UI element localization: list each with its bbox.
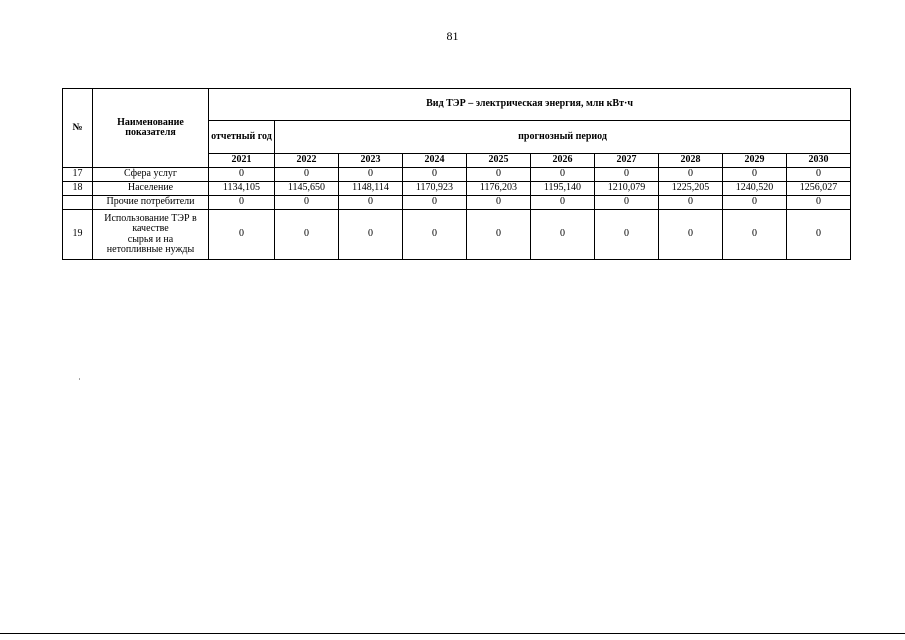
table-row [63, 182, 851, 196]
cell-value: 1225,205 [659, 182, 723, 196]
row-name [93, 210, 209, 260]
cell-value: 1210,079 [595, 182, 659, 196]
cell-value: 0 [659, 196, 723, 210]
page-number: 81 [446, 29, 459, 43]
cell-value: 0 [403, 168, 467, 182]
cell-value: 0 [595, 196, 659, 210]
cell-value: 1145,650 [275, 182, 339, 196]
year-header: 2021 [209, 154, 275, 168]
cell-value: 0 [531, 196, 595, 210]
header-group: Вид ТЭР – электрическая энергия, млн кВт·ч [209, 89, 851, 121]
cell-value: 0 [467, 210, 531, 260]
table-row [63, 168, 851, 182]
cell-value: 0 [531, 210, 595, 260]
cell-value: 0 [787, 196, 851, 210]
year-header: 2027 [595, 154, 659, 168]
cell-value: 0 [531, 168, 595, 182]
table-row [63, 210, 851, 260]
cell-value: 0 [339, 210, 403, 260]
scan-edge-line [0, 633, 905, 634]
cell-value: 1176,203 [467, 182, 531, 196]
row-number: 19 [63, 210, 93, 260]
cell-value: 0 [659, 168, 723, 182]
year-header: 2025 [467, 154, 531, 168]
cell-value: 0 [595, 210, 659, 260]
cell-value: 0 [595, 168, 659, 182]
cell-value: 0 [723, 168, 787, 182]
row-name-line: нетопливные нужды [106, 244, 195, 255]
cell-value: 0 [209, 168, 275, 182]
cell-value: 1195,140 [531, 182, 595, 196]
cell-value: 0 [339, 168, 403, 182]
header-forecast-period: прогнозный период [275, 121, 851, 154]
row-number: 18 [63, 182, 93, 196]
energy-table [62, 88, 851, 260]
cell-value: 0 [403, 210, 467, 260]
cell-value: 0 [275, 210, 339, 260]
cell-value: 0 [275, 168, 339, 182]
cell-value: 0 [209, 196, 275, 210]
cell-value: 0 [403, 196, 467, 210]
year-header: 2024 [403, 154, 467, 168]
row-name-line: качестве [132, 223, 169, 234]
cell-value: 1148,114 [339, 182, 403, 196]
row-name-line: Использование ТЭР в [104, 212, 197, 224]
cell-value: 1256,027 [787, 182, 851, 196]
row-number: 17 [63, 168, 93, 182]
header-num: № [63, 89, 93, 168]
cell-value: 1240,520 [723, 182, 787, 196]
header-name: Наименование показателя [93, 89, 209, 168]
row-name: Прочие потребители [93, 196, 209, 210]
cell-value: 1170,923 [403, 182, 467, 196]
year-header: 2026 [531, 154, 595, 168]
cell-value: 0 [467, 196, 531, 210]
cell-value: 1134,105 [209, 182, 275, 196]
row-number [63, 196, 93, 210]
cell-value: 0 [275, 196, 339, 210]
cell-value: 0 [787, 168, 851, 182]
cell-value: 0 [339, 196, 403, 210]
row-name: Население [93, 182, 209, 196]
header-row-title [63, 89, 851, 121]
scan-speck: ˙ [78, 377, 81, 387]
header-reporting-year: отчетный год [209, 121, 275, 154]
cell-value: 0 [209, 210, 275, 260]
row-name: Сфера услуг [93, 168, 209, 182]
year-header: 2023 [339, 154, 403, 168]
cell-value: 0 [723, 210, 787, 260]
year-header: 2028 [659, 154, 723, 168]
year-header: 2030 [787, 154, 851, 168]
table-row [63, 196, 851, 210]
cell-value: 0 [467, 168, 531, 182]
cell-value: 0 [659, 210, 723, 260]
cell-value: 0 [787, 210, 851, 260]
row-name-line: сырья и на [127, 233, 174, 245]
cell-value: 0 [723, 196, 787, 210]
year-header: 2029 [723, 154, 787, 168]
year-header: 2022 [275, 154, 339, 168]
